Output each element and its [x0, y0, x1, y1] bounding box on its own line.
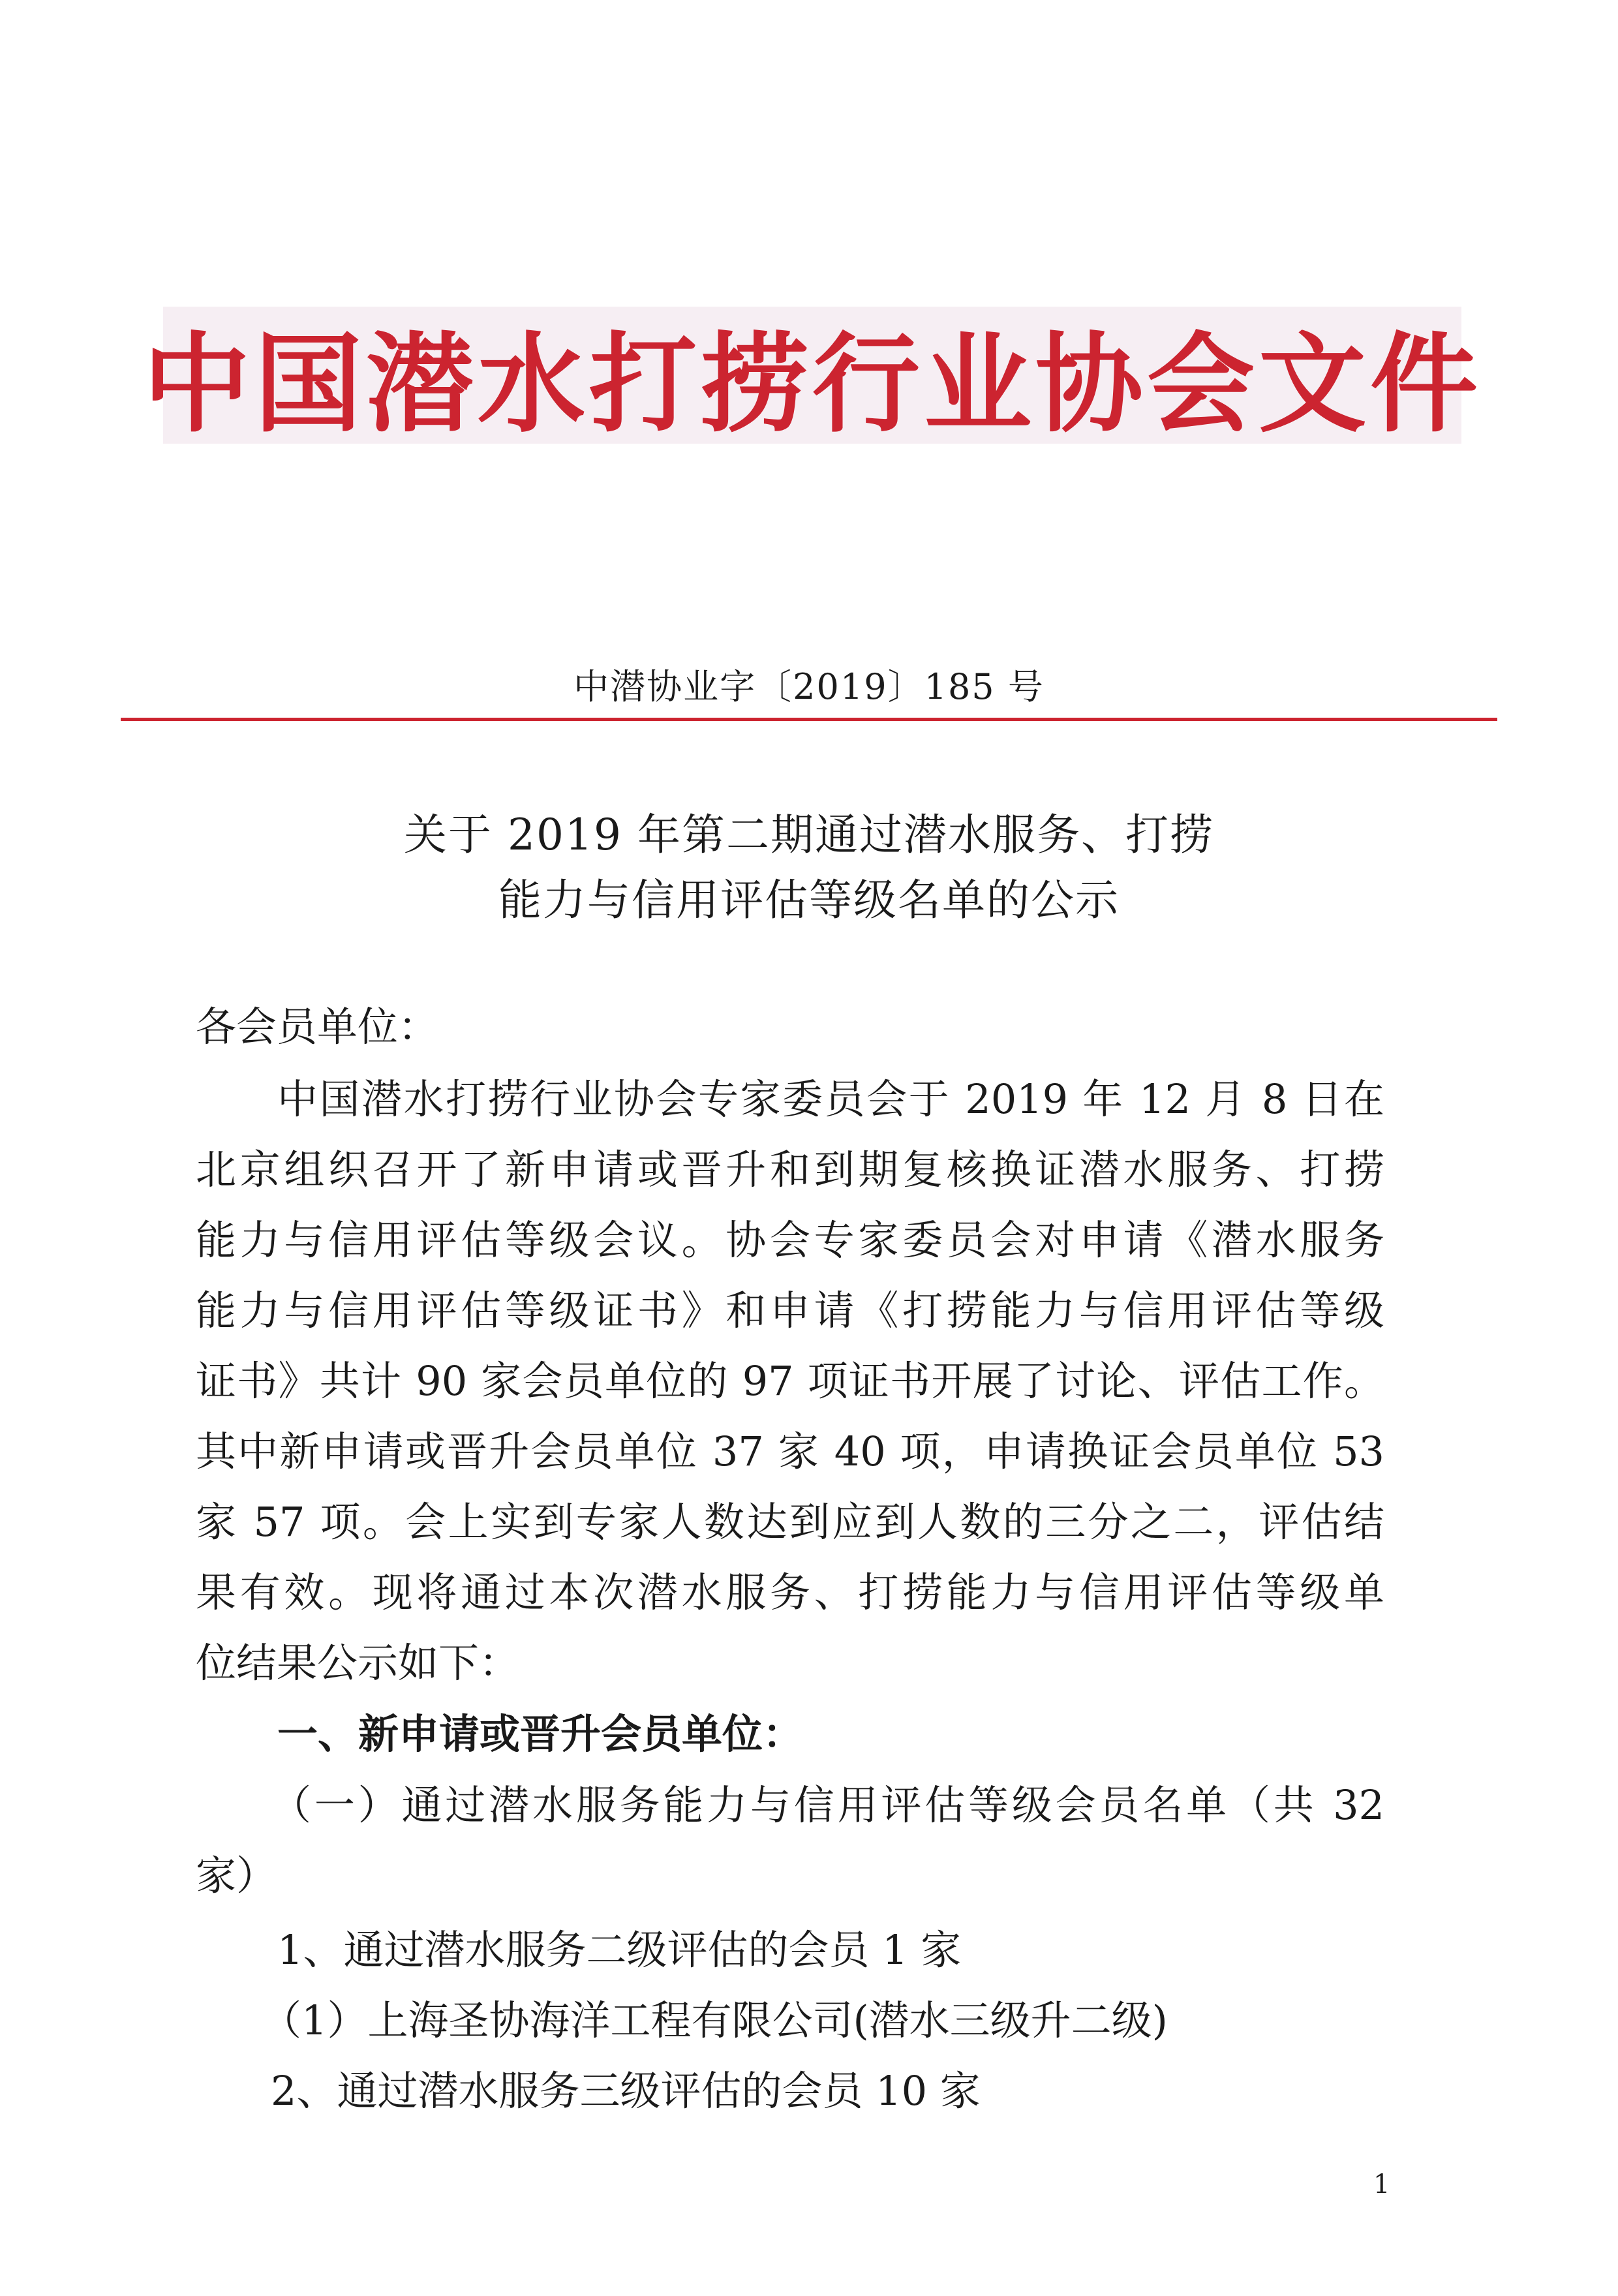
paragraph-line: 位结果公示如下：	[196, 1639, 520, 1687]
salutation: 各会员单位：	[196, 1003, 439, 1050]
paragraph-line: 其中新申请或晋升会员单位 37 家 40 项，申请换证会员单位 53	[196, 1428, 1384, 1475]
item-heading: 1、通过潜水服务二级评估的会员 1 家	[277, 1926, 962, 1974]
item-heading: 2、通过潜水服务三级评估的会员 10 家	[271, 2067, 981, 2115]
paragraph-line: 证书》共计 90 家会员单位的 97 项证书开展了讨论、评估工作。	[196, 1357, 1384, 1405]
section-heading: 一、新申请或晋升会员单位：	[277, 1710, 804, 1758]
red-separator-line	[121, 718, 1497, 721]
paragraph-line: 中国潜水打捞行业协会专家委员会于 2019 年 12 月 8 日在	[277, 1075, 1384, 1123]
document-title-line-1: 关于 2019 年第二期通过潜水服务、打捞	[404, 810, 1214, 860]
document-title-line-2: 能力与信用评估等级名单的公示	[498, 875, 1120, 925]
paragraph-line: 果有效。现将通过本次潜水服务、打捞能力与信用评估等级单	[196, 1569, 1384, 1616]
subsection-heading: （一）通过潜水服务能力与信用评估等级会员名单（共 32	[271, 1781, 1384, 1829]
subsection-heading-continued: 家）	[196, 1852, 277, 1899]
document-number: 中潜协业字〔2019〕185 号	[573, 666, 1045, 707]
paragraph-line: 北京组织召开了新申请或晋升和到期复核换证潜水服务、打捞	[196, 1146, 1384, 1193]
paragraph-line: 能力与信用评估等级会议。协会专家委员会对申请《潜水服务	[196, 1216, 1384, 1264]
member-entry: （1）上海圣协海洋工程有限公司(潜水三级升二级)	[261, 1997, 1168, 2044]
page-number: 1	[1373, 2169, 1390, 2199]
masthead-banner	[143, 307, 1482, 447]
masthead-title: 中国潜水打捞行业协会文件	[143, 321, 1482, 447]
paragraph-line: 家 57 项。会上实到专家人数达到应到人数的三分之二，评估结	[196, 1498, 1384, 1546]
paragraph-line: 能力与信用评估等级证书》和申请《打捞能力与信用评估等级	[196, 1287, 1384, 1334]
